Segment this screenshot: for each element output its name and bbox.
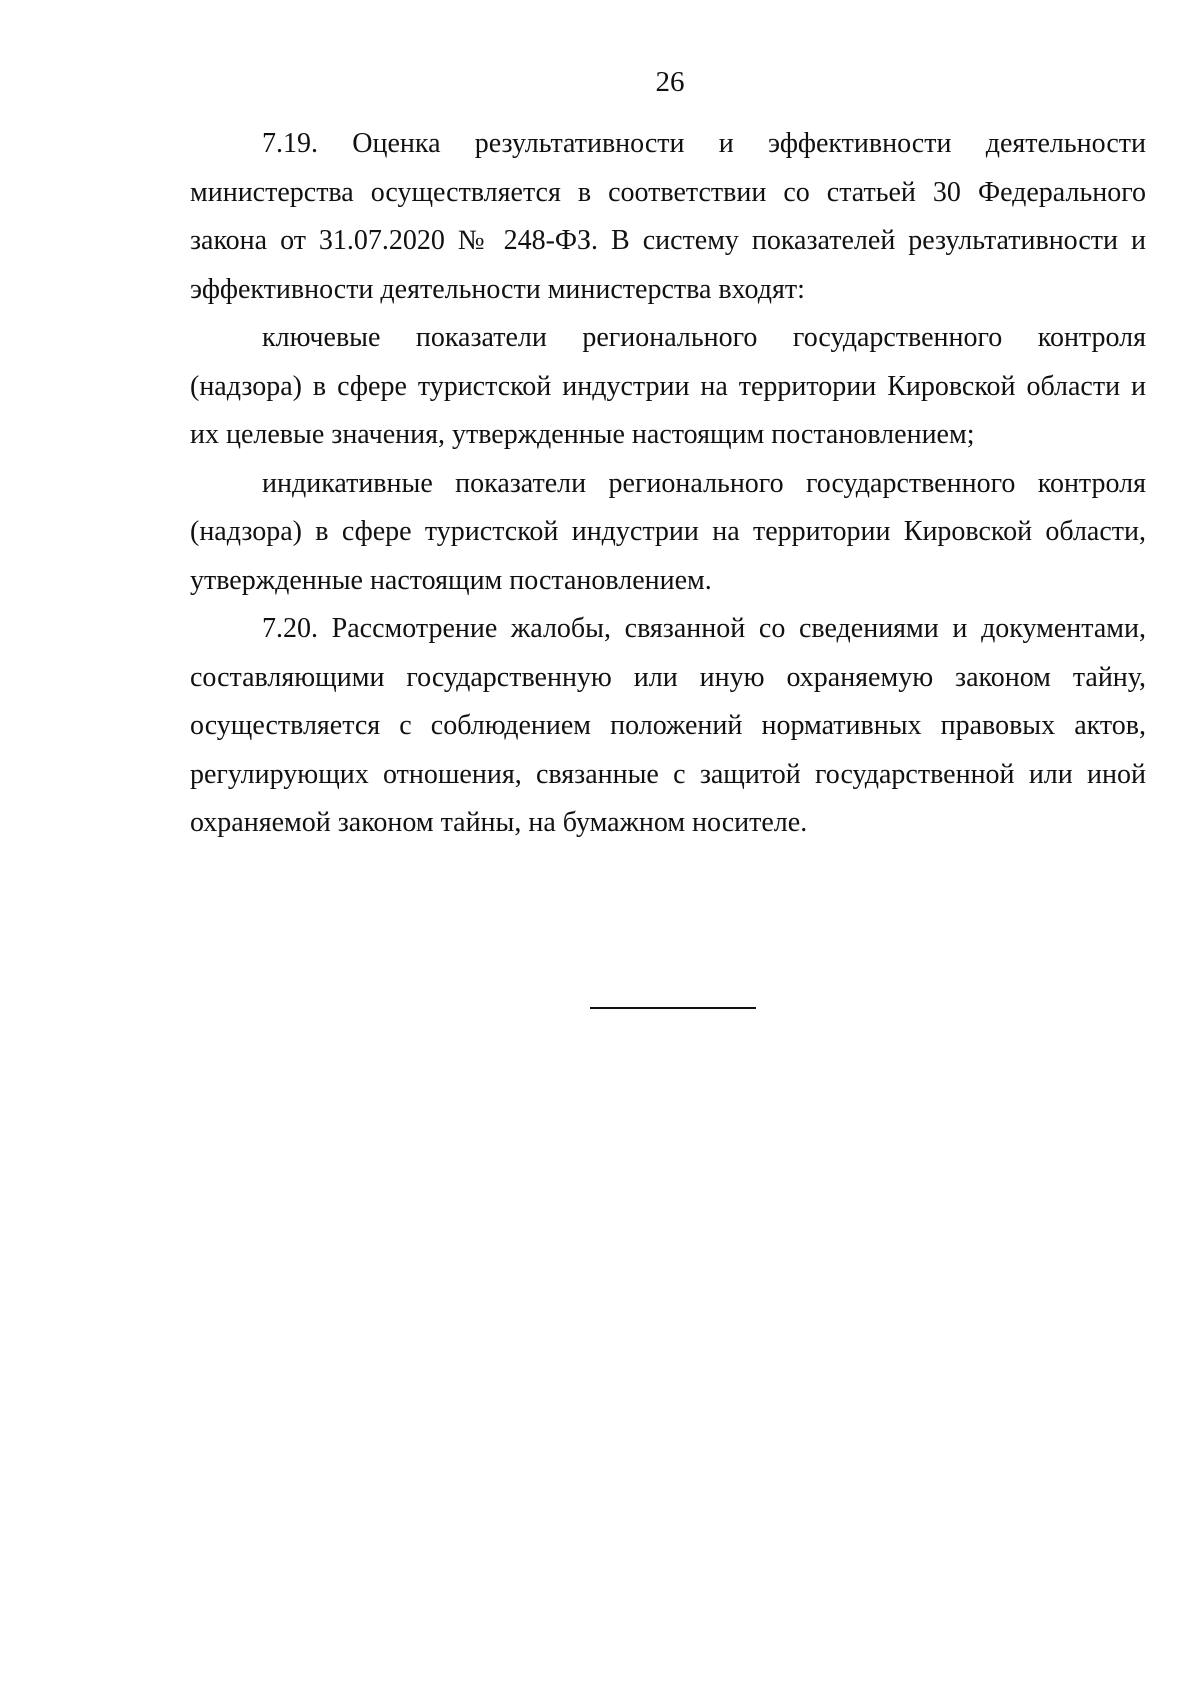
paragraph-7-19: 7.19. Оценка результативности и эффективности деятельности министерства осуществляется в соответствии со статьей 30 Федерального закона от 31.07.2020 № 248-ФЗ. В систему показателей результативности и эффективности деятельности министерства входят: [190,128,1146,305]
page-number: 26 [655,66,685,98]
paragraph-key-indicators: ключевые показатели регионального государственного контроля (надзора) в сфере туристской индустрии на территории Кировской области и их целевые значения, утвержденные настоящим постановлением; [190,322,1146,450]
document-body [190,120,1146,848]
paragraph-indicative-indicators: индикативные показатели регионального государственного контроля (надзора) в сфере туристской индустрии на территории Кировской области, утвержденные настоящим постановлением. [190,467,1146,596]
end-of-document-rule [590,1007,756,1009]
paragraph-7-20: 7.20. Рассмотрение жалобы, связанной со сведениями и документами, составляющими государственную или иную охраняемую законом тайну, осуществляется с соблюдением положений нормативных правовых актов, регулирующих отношения, связанные с защитой государственной или иной охраняемой законом тайны, на бумажном носителе. [190,613,1146,838]
